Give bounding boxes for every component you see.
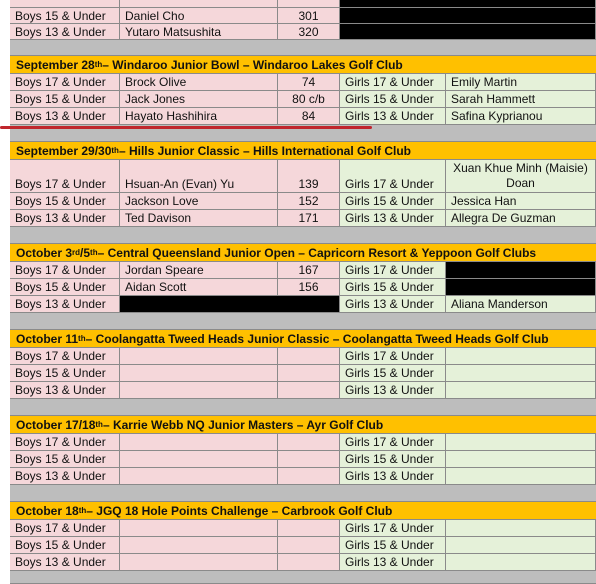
boys-division-cell: Boys 15 & Under <box>10 193 120 210</box>
table-row <box>10 296 596 313</box>
girls-name-cell <box>446 365 596 382</box>
girls-division-cell: Girls 15 & Under <box>340 537 446 554</box>
table-row <box>10 468 596 485</box>
boys-division-cell: Boys 15 & Under <box>10 279 120 296</box>
girls-name-cell <box>446 348 596 365</box>
table-row <box>10 193 596 210</box>
girls-name-cell <box>446 451 596 468</box>
table-row <box>10 365 596 382</box>
boys-score-cell <box>278 348 340 365</box>
boys-name-cell <box>120 554 278 571</box>
boys-score-cell <box>278 434 340 451</box>
girls-name-cell: Jessica Han <box>446 193 596 210</box>
girls-division-cell: Girls 15 & Under <box>340 279 446 296</box>
boys-name-cell: Hayato Hashihira <box>120 108 278 125</box>
blank-girls-name-cell <box>446 279 596 296</box>
section-separator <box>10 571 596 584</box>
boys-score-cell: 152 <box>278 193 340 210</box>
boys-score-cell: 139 <box>278 160 340 193</box>
girls-division-cell: Girls 15 & Under <box>340 451 446 468</box>
section-separator <box>10 399 596 416</box>
boys-score-cell: 301 <box>278 8 340 24</box>
boys-name-cell <box>120 468 278 485</box>
boys-name-cell <box>120 451 278 468</box>
table-row <box>10 382 596 399</box>
boys-division-cell: Boys 17 & Under <box>10 160 120 193</box>
boys-name-cell: Jack Jones <box>120 91 278 108</box>
section-separator <box>10 227 596 244</box>
girls-division-cell: Girls 17 & Under <box>340 74 446 91</box>
girls-division-cell: Girls 15 & Under <box>340 193 446 210</box>
blank-girls-cell <box>340 0 596 8</box>
red-underline-annotation <box>0 126 372 129</box>
boys-score-cell <box>278 0 340 8</box>
girls-name-cell: Allegra De Guzman <box>446 210 596 227</box>
boys-name-cell: Ted Davison <box>120 210 278 227</box>
boys-division-cell: Boys 13 & Under <box>10 296 120 313</box>
boys-division-cell: Boys 15 & Under <box>10 537 120 554</box>
girls-division-cell: Girls 17 & Under <box>340 262 446 279</box>
girls-name-cell: Aliana Manderson <box>446 296 596 313</box>
girls-name-cell: Emily Martin <box>446 74 596 91</box>
section-separator <box>10 485 596 502</box>
boys-name-cell <box>120 520 278 537</box>
table-row <box>10 108 596 125</box>
table-row <box>10 537 596 554</box>
table-row <box>10 348 596 365</box>
table-row <box>10 74 596 91</box>
boys-score-cell: 167 <box>278 262 340 279</box>
boys-name-cell: Daniel Cho <box>120 8 278 24</box>
section-header: October 18 th – JGQ 18 Hole Points Challenge – Carbrook Golf Club <box>10 502 596 520</box>
girls-name-cell <box>446 468 596 485</box>
boys-division-cell: Boys 15 & Under <box>10 8 120 24</box>
table-row <box>10 554 596 571</box>
girls-name-cell <box>446 520 596 537</box>
table-row <box>10 24 596 40</box>
section-header: October 17/18 th – Karrie Webb NQ Junior Masters – Ayr Golf Club <box>10 416 596 434</box>
boys-division-cell: Boys 13 & Under <box>10 468 120 485</box>
girls-name-cell <box>446 554 596 571</box>
table-row <box>10 91 596 108</box>
girls-division-cell: Girls 17 & Under <box>340 434 446 451</box>
girls-name-cell <box>446 537 596 554</box>
table-row <box>10 8 596 24</box>
girls-division-cell: Girls 17 & Under <box>340 160 446 193</box>
girls-division-cell: Girls 13 & Under <box>340 554 446 571</box>
section-header: October 11 th – Coolangatta Tweed Heads Junior Classic – Coolangatta Tweed Heads Golf Club <box>10 330 596 348</box>
table-row <box>10 279 596 296</box>
boys-name-cell <box>120 382 278 399</box>
boys-score-cell: 320 <box>278 24 340 40</box>
blank-girls-cell <box>340 24 596 40</box>
boys-score-cell: 156 <box>278 279 340 296</box>
boys-score-cell <box>278 554 340 571</box>
table-row <box>10 451 596 468</box>
boys-name-cell <box>120 537 278 554</box>
boys-score-cell: 80 c/b <box>278 91 340 108</box>
boys-division-cell: Boys 15 & Under <box>10 91 120 108</box>
section-header: October 3 rd /5 th – Central Queensland Junior Open – Capricorn Resort & Yeppoon Golf Clubs <box>10 244 596 262</box>
boys-name-cell: Yutaro Matsushita <box>120 24 278 40</box>
boys-name-cell: Aidan Scott <box>120 279 278 296</box>
section-header: September 29/30 th – Hills Junior Classic – Hills International Golf Club <box>10 142 596 160</box>
boys-division-cell <box>10 0 120 8</box>
girls-name-cell: Safina Kyprianou <box>446 108 596 125</box>
boys-score-cell <box>278 520 340 537</box>
section-separator <box>10 40 596 56</box>
boys-name-cell <box>120 434 278 451</box>
table-row <box>10 0 596 8</box>
table-row <box>10 434 596 451</box>
boys-name-cell: Hsuan-An (Evan) Yu <box>120 160 278 193</box>
boys-division-cell: Boys 13 & Under <box>10 108 120 125</box>
boys-name-cell: Brock Olive <box>120 74 278 91</box>
girls-name-cell <box>446 382 596 399</box>
table-row <box>10 520 596 537</box>
boys-score-cell: 84 <box>278 108 340 125</box>
boys-division-cell: Boys 17 & Under <box>10 348 120 365</box>
boys-division-cell: Boys 13 & Under <box>10 210 120 227</box>
boys-division-cell: Boys 17 & Under <box>10 74 120 91</box>
girls-name-cell: Sarah Hammett <box>446 91 596 108</box>
boys-name-cell <box>120 0 278 8</box>
girls-name-cell <box>446 434 596 451</box>
girls-division-cell: Girls 13 & Under <box>340 468 446 485</box>
boys-score-cell: 171 <box>278 210 340 227</box>
girls-name-cell: Xuan Khue Minh (Maisie) Doan <box>446 160 596 193</box>
blank-girls-cell <box>340 8 596 24</box>
boys-division-cell: Boys 13 & Under <box>10 382 120 399</box>
girls-division-cell: Girls 15 & Under <box>340 365 446 382</box>
left-margin <box>0 0 10 584</box>
table-row <box>10 262 596 279</box>
girls-division-cell: Girls 13 & Under <box>340 108 446 125</box>
boys-score-cell: 74 <box>278 74 340 91</box>
boys-score-cell <box>278 451 340 468</box>
boys-division-cell: Boys 15 & Under <box>10 451 120 468</box>
girls-division-cell: Girls 13 & Under <box>340 382 446 399</box>
section-separator <box>10 313 596 330</box>
table-row <box>10 210 596 227</box>
boys-division-cell: Boys 17 & Under <box>10 434 120 451</box>
girls-division-cell: Girls 13 & Under <box>340 296 446 313</box>
table-row <box>10 160 596 193</box>
boys-score-cell <box>278 537 340 554</box>
boys-name-cell: Jordan Speare <box>120 262 278 279</box>
boys-division-cell: Boys 15 & Under <box>10 365 120 382</box>
boys-division-cell: Boys 13 & Under <box>10 554 120 571</box>
boys-name-cell <box>120 348 278 365</box>
boys-name-cell <box>120 365 278 382</box>
girls-division-cell: Girls 15 & Under <box>340 91 446 108</box>
blank-boys-cell <box>120 296 340 313</box>
boys-division-cell: Boys 13 & Under <box>10 24 120 40</box>
boys-name-cell: Jackson Love <box>120 193 278 210</box>
section-header: September 28 th – Windaroo Junior Bowl – Windaroo Lakes Golf Club <box>10 56 596 74</box>
girls-division-cell: Girls 13 & Under <box>340 210 446 227</box>
boys-division-cell: Boys 17 & Under <box>10 520 120 537</box>
boys-score-cell <box>278 468 340 485</box>
girls-division-cell: Girls 17 & Under <box>340 348 446 365</box>
boys-score-cell <box>278 382 340 399</box>
boys-division-cell: Boys 17 & Under <box>10 262 120 279</box>
boys-score-cell <box>278 365 340 382</box>
blank-girls-name-cell <box>446 262 596 279</box>
girls-division-cell: Girls 17 & Under <box>340 520 446 537</box>
